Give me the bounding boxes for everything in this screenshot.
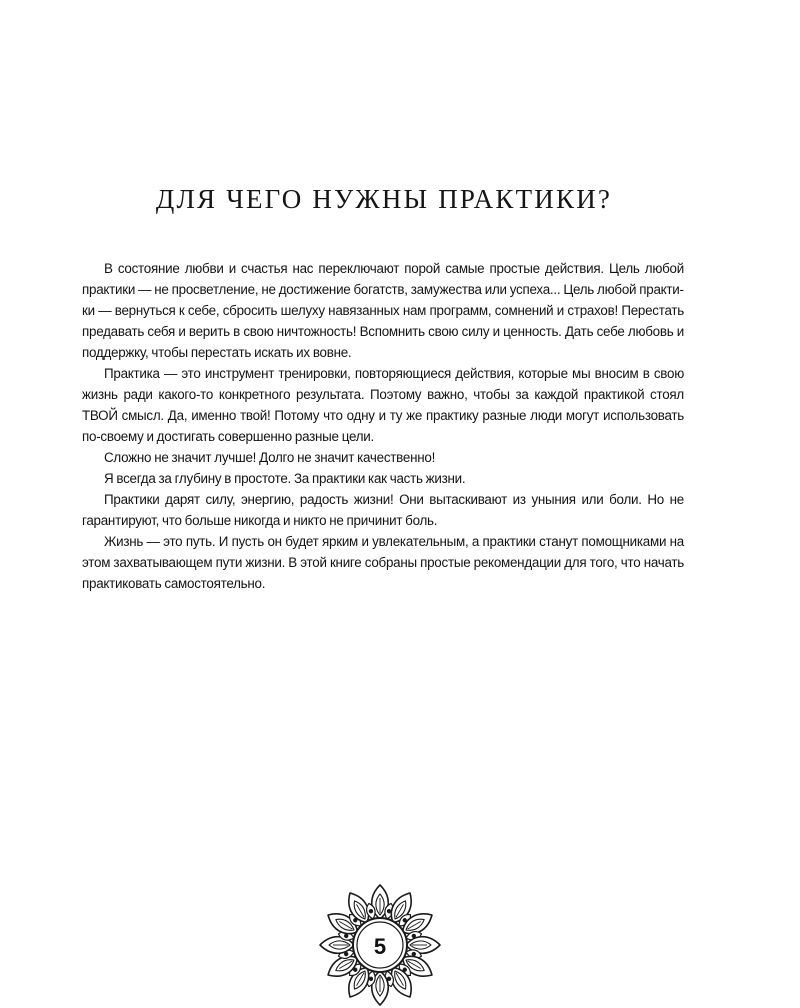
mandala-dot	[369, 977, 372, 980]
paragraph-2: Практика — это инструмент тренировки, повторяющиеся действия, которые мы вносим в свою жизнь ради какого-то конкретного результата. Поэтому важно, чтобы за каждой практикой стоял ТВОЙ смысл. Да, именно твой! Потому что одну и ту же практику разные люди могут использовать по-своему и достигать совершенно разные цели.	[82, 366, 684, 444]
mandala-dot	[387, 909, 390, 912]
mandala-dot	[369, 909, 372, 912]
paragraph-6: Жизнь — это путь. И пусть он будет ярким и увлекательным, а практики станут помощниками на этом захватывающем пути жизни. В этой книге собраны простые рекомендации для того, что начать практиковать самостоятельно.	[82, 534, 684, 591]
mandala-dot	[412, 952, 415, 955]
chapter-title: ДЛЯ ЧЕГО НУЖНЫ ПРАКТИКИ?	[155, 184, 613, 214]
mandala-dot	[387, 977, 390, 980]
paragraph-4: Я всегда за глубину в простоте. За практики как часть жизни.	[104, 471, 466, 486]
body-text	[82, 258, 684, 594]
paragraph-5: Практики дарят силу, энергию, радость жизни! Они вытаскивают из уныния или боли. Но не гарантируют, что больше никогда и никто не причинит боль.	[82, 492, 684, 528]
mandala-dot	[412, 934, 415, 937]
mandala-dot	[344, 934, 347, 937]
page-number: 5	[373, 934, 387, 959]
paragraph-1: В состояние любви и счастья нас переключают порой самые простые действия. Цель любой практики — не просветление, не достижение богатств, замужества или успеха... Цель любой практики — вернуться к себе, сбросить шелуху навязанных нам программ, сомнений и страхов! Перестать предавать себя и верить в свою ничтожность! Вспомнить свою силу и ценность. Дать себе любовь и поддержку, чтобы перестать искать их вовне.	[82, 261, 684, 360]
paragraph-3: Сложно не значит лучше! Долго не значит качественно!	[104, 450, 436, 465]
mandala-dot	[344, 952, 347, 955]
